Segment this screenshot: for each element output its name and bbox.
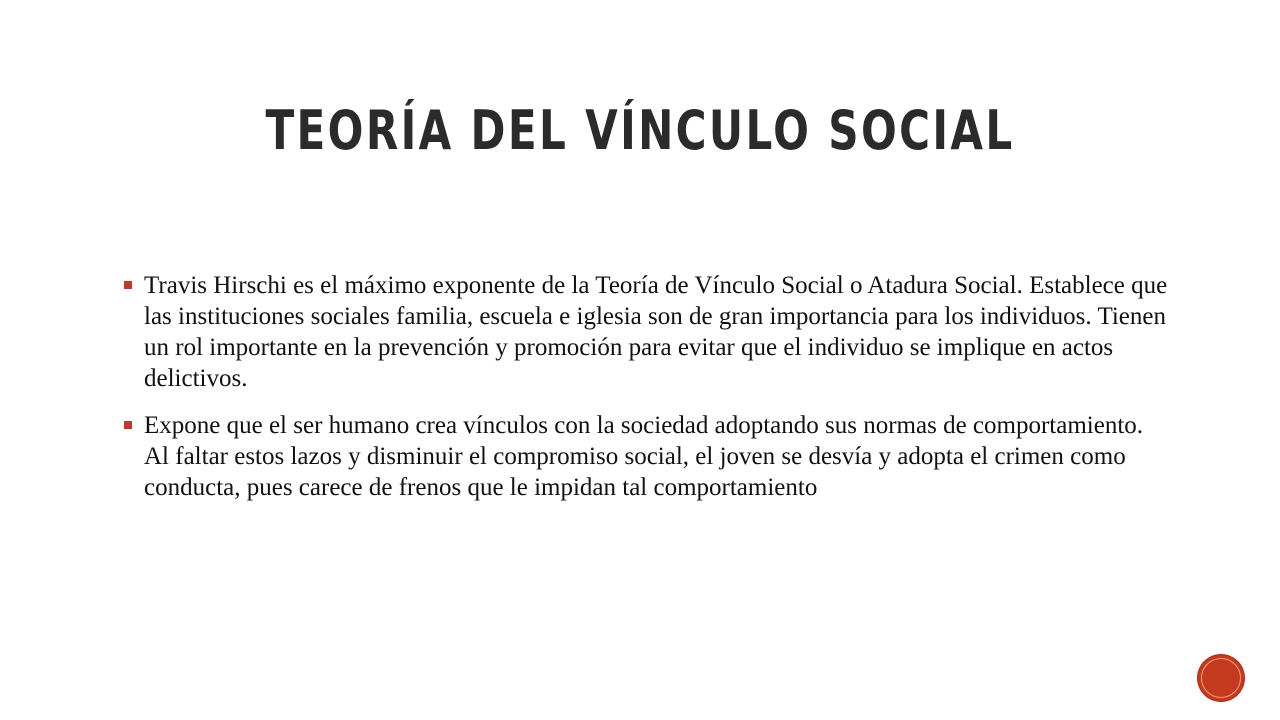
slide-body: [120, 270, 1170, 519]
square-bullet-icon: [124, 281, 132, 289]
square-bullet-icon: [124, 421, 132, 429]
bullet-item: [120, 410, 1170, 503]
bullet-text: Expone que el ser humano crea vínculos con la sociedad adoptando sus normas de comportamiento. Al faltar estos lazos y disminuir el compromiso social, el joven se desvía y adopta el crimen como conducta, pues carece de frenos que le impidan tal comportamiento: [144, 412, 1144, 501]
bullet-text: Travis Hirschi es el máximo exponente de la Teoría de Vínculo Social o Atadura Social. Establece que las instituciones sociales familia, escuela e iglesia son de gran importancia para los individuos. Tienen un rol importante en la prevención y promoción para evitar que el individuo se implique en actos delictivos.: [144, 272, 1168, 392]
slide-title: TEORÍA DEL VÍNCULO SOCIAL: [265, 99, 1015, 162]
decorative-circle-icon: [1198, 655, 1244, 701]
bullet-item: [120, 270, 1170, 394]
circle-ring: [1201, 658, 1241, 698]
